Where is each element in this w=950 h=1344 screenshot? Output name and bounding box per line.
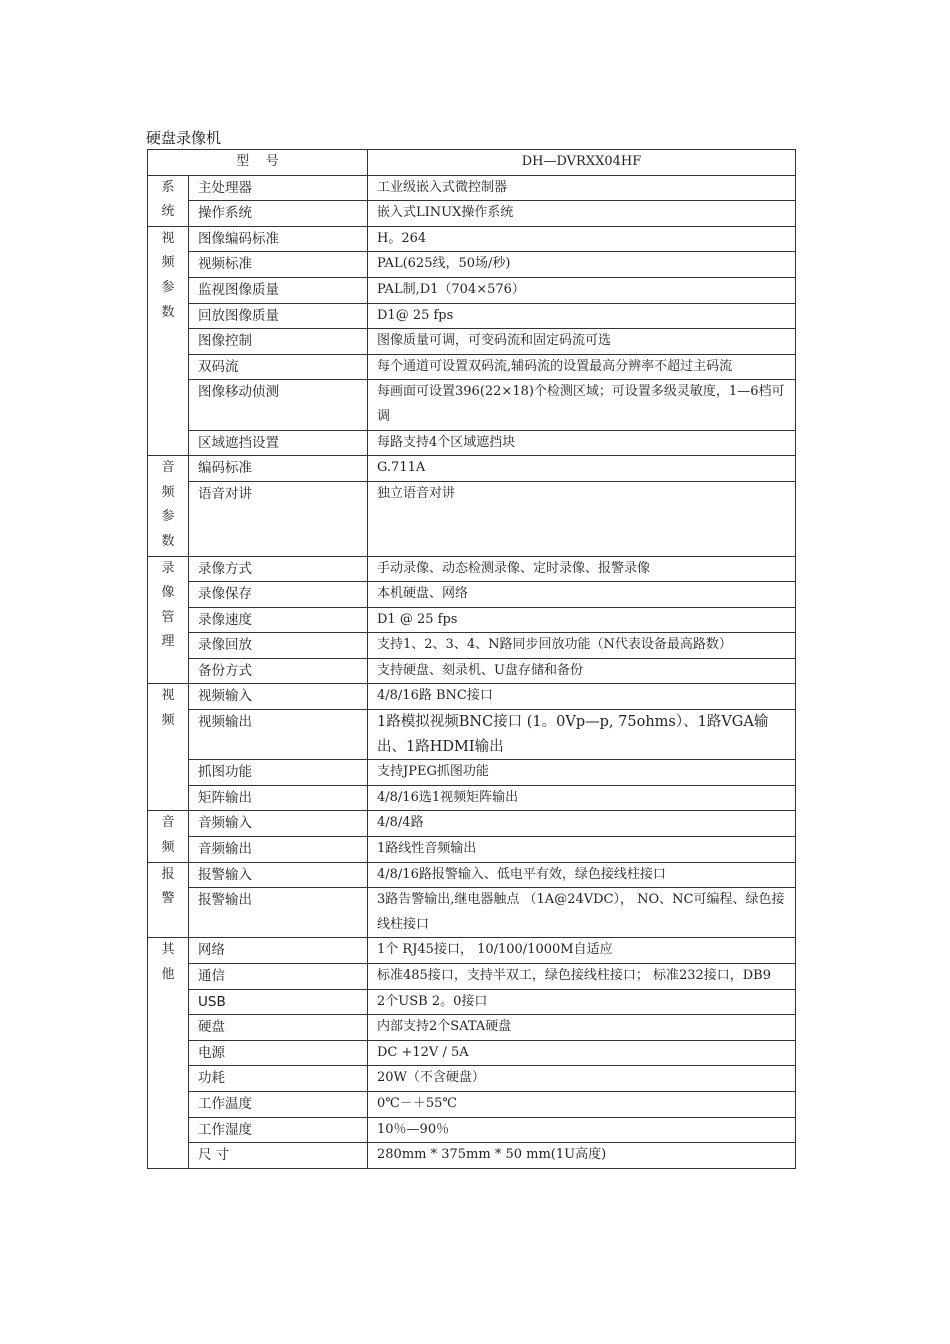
param-name: 操作系统 <box>189 201 368 227</box>
param-value: 每画面可设置396(22×18)个检测区域；可设置多级灵敏度，1—6档可调 <box>368 380 796 430</box>
param-value: 280mm * 375mm * 50 mm(1U高度) <box>368 1143 796 1169</box>
param-name: 图像编码标准 <box>189 226 368 252</box>
category-char: 他 <box>161 967 175 983</box>
table-row <box>148 582 796 608</box>
category-char: 统 <box>161 204 175 220</box>
param-value: 每路支持4个区域遮挡块 <box>368 430 796 456</box>
param-value: 0℃－＋55℃ <box>368 1091 796 1117</box>
category-char: 数 <box>161 533 175 549</box>
param-name: 主处理器 <box>189 175 368 201</box>
category-char: 像 <box>161 585 175 601</box>
table-row <box>148 888 796 938</box>
document-title: 硬盘录像机 <box>146 129 222 147</box>
category-char: 录 <box>161 560 175 576</box>
param-value: 1路模拟视频BNC接口 (1。0Vp—p, 75ohms）、1路VGA输出、1路HDMI输出 <box>368 710 796 760</box>
table-row <box>148 430 796 456</box>
category-char: 其 <box>161 942 175 958</box>
param-value: 支持硬盘、刻录机、U盘存储和备份 <box>368 658 796 684</box>
category-char: 音 <box>161 815 175 831</box>
table-row <box>148 481 796 556</box>
param-name: 音频输入 <box>189 811 368 837</box>
param-name: 录像速度 <box>189 607 368 633</box>
category-char: 管 <box>161 609 175 625</box>
table-row <box>148 710 796 760</box>
param-value: 10％—90％ <box>368 1117 796 1143</box>
category-char: 理 <box>161 634 175 650</box>
table-row <box>148 1015 796 1041</box>
category-char: 视 <box>161 688 175 704</box>
category-char: 频 <box>161 713 175 729</box>
category-cell <box>148 226 189 455</box>
category-cell <box>148 175 189 226</box>
table-row <box>148 760 796 786</box>
param-value: 4/8/4路 <box>368 811 796 837</box>
param-name: 通信 <box>189 964 368 990</box>
param-name: 视频输入 <box>189 684 368 710</box>
category-char: 系 <box>161 179 175 195</box>
category-char: 警 <box>161 891 175 907</box>
table-row <box>148 989 796 1015</box>
category-char: 频 <box>161 255 175 271</box>
param-value: 本机硬盘、网络 <box>368 582 796 608</box>
param-value: 嵌入式LINUX操作系统 <box>368 201 796 227</box>
param-name: 尺 寸 <box>189 1143 368 1169</box>
param-name: 抓图功能 <box>189 760 368 786</box>
table-row <box>148 1040 796 1066</box>
param-name: 工作温度 <box>189 1091 368 1117</box>
param-name: 录像保存 <box>189 582 368 608</box>
header-label: 型 号 <box>148 150 368 176</box>
table-row <box>148 811 796 837</box>
param-value: PAL制,D1（704×576） <box>368 277 796 303</box>
table-row <box>148 456 796 482</box>
param-name: 音频输出 <box>189 837 368 863</box>
param-value: 图像质量可调，可变码流和固定码流可选 <box>368 329 796 355</box>
table-row <box>148 252 796 278</box>
param-value: D1@ 25 fps <box>368 303 796 329</box>
param-value: 标准485接口，支持半双工，绿色接线柱接口； 标准232接口，DB9 <box>368 964 796 990</box>
param-value: D1 @ 25 fps <box>368 607 796 633</box>
param-value: 工业级嵌入式微控制器 <box>368 175 796 201</box>
param-name: 区域遮挡设置 <box>189 430 368 456</box>
param-name: 编码标准 <box>189 456 368 482</box>
category-char: 频 <box>161 484 175 500</box>
param-value: 1个 RJ45接口， 10/100/1000M自适应 <box>368 938 796 964</box>
param-value: 内部支持2个SATA硬盘 <box>368 1015 796 1041</box>
category-cell <box>148 862 189 938</box>
table-row <box>148 1091 796 1117</box>
param-value: 4/8/16路 BNC接口 <box>368 684 796 710</box>
category-cell <box>148 556 189 684</box>
table-row <box>148 329 796 355</box>
param-name: 回放图像质量 <box>189 303 368 329</box>
category-char: 参 <box>161 279 175 295</box>
table-row <box>148 785 796 811</box>
table-row <box>148 354 796 380</box>
table-row <box>148 658 796 684</box>
param-value: 4/8/16选1视频矩阵输出 <box>368 785 796 811</box>
spec-table <box>147 149 796 1169</box>
param-value: 1路线性音频输出 <box>368 837 796 863</box>
param-name: USB <box>189 989 368 1015</box>
param-value: 4/8/16路报警输入、低电平有效，绿色接线柱接口 <box>368 862 796 888</box>
category-cell <box>148 811 189 862</box>
table-row <box>148 607 796 633</box>
table-row <box>148 1066 796 1092</box>
table-row <box>148 303 796 329</box>
param-value: PAL(625线，50场/秒) <box>368 252 796 278</box>
category-char: 数 <box>161 304 175 320</box>
param-value: 支持1、2、3、4、N路同步回放功能（N代表设备最高路数） <box>368 633 796 659</box>
table-row <box>148 964 796 990</box>
table-header-row <box>148 150 796 176</box>
category-cell <box>148 684 189 811</box>
param-value: 20W（不含硬盘） <box>368 1066 796 1092</box>
param-name: 硬盘 <box>189 1015 368 1041</box>
table-row <box>148 633 796 659</box>
table-row <box>148 1143 796 1169</box>
param-name: 报警输入 <box>189 862 368 888</box>
param-value: G.711A <box>368 456 796 482</box>
param-value: 独立语音对讲 <box>368 481 796 556</box>
table-row <box>148 684 796 710</box>
table-row <box>148 938 796 964</box>
param-value: H。264 <box>368 226 796 252</box>
table-row <box>148 380 796 430</box>
category-char: 音 <box>161 460 175 476</box>
header-model: DH—DVRXX04HF <box>368 150 796 176</box>
param-value: 3路告警输出,继电器触点 （1A@24VDC）， NO、NC可编程、绿色接线柱接口 <box>368 888 796 938</box>
param-name: 视频输出 <box>189 710 368 760</box>
param-value: DC +12V / 5A <box>368 1040 796 1066</box>
category-char: 视 <box>161 230 175 246</box>
table-row <box>148 201 796 227</box>
category-char: 报 <box>161 866 175 882</box>
param-name: 网络 <box>189 938 368 964</box>
category-cell <box>148 456 189 556</box>
param-name: 双码流 <box>189 354 368 380</box>
category-char: 参 <box>161 509 175 525</box>
table-row <box>148 226 796 252</box>
param-name: 录像回放 <box>189 633 368 659</box>
param-name: 矩阵输出 <box>189 785 368 811</box>
param-name: 图像移动侦测 <box>189 380 368 430</box>
param-value: 2个USB 2。0接口 <box>368 989 796 1015</box>
param-name: 视频标准 <box>189 252 368 278</box>
param-name: 工作湿度 <box>189 1117 368 1143</box>
table-row <box>148 175 796 201</box>
param-name: 功耗 <box>189 1066 368 1092</box>
table-row <box>148 837 796 863</box>
category-cell <box>148 938 189 1168</box>
table-row <box>148 556 796 582</box>
param-value: 手动录像、动态检测录像、定时录像、报警录像 <box>368 556 796 582</box>
param-name: 语音对讲 <box>189 481 368 556</box>
param-name: 监视图像质量 <box>189 277 368 303</box>
param-name: 录像方式 <box>189 556 368 582</box>
table-row <box>148 277 796 303</box>
param-name: 电源 <box>189 1040 368 1066</box>
param-value: 每个通道可设置双码流,辅码流的设置最高分辨率不超过主码流 <box>368 354 796 380</box>
param-value: 支持JPEG抓图功能 <box>368 760 796 786</box>
param-name: 备份方式 <box>189 658 368 684</box>
param-name: 图像控制 <box>189 329 368 355</box>
table-row <box>148 862 796 888</box>
table-row <box>148 1117 796 1143</box>
category-char: 频 <box>161 840 175 856</box>
param-name: 报警输出 <box>189 888 368 938</box>
